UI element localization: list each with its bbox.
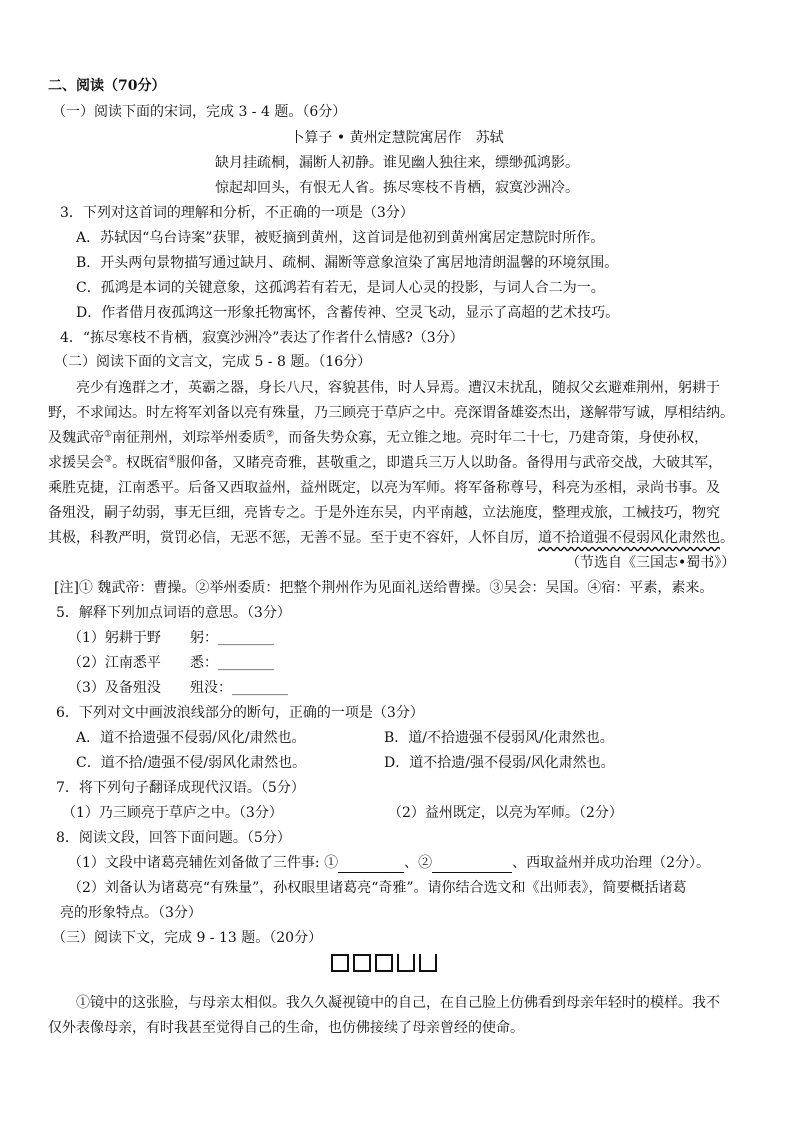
passage-line-7	[48, 528, 734, 548]
passage-line-3	[48, 428, 708, 448]
note-mark-2: ②	[266, 429, 275, 440]
essay-line-1: ①镜中的这张脸，与母亲太相似。我久久凝视镜中的自己，在自己脸上仿佛看到母亲年轻时的模样。我不	[76, 995, 720, 1011]
title-box-2	[353, 954, 371, 972]
essay-line-2: 仅外表像母亲，有时我甚至觉得自己的生命，也仿佛接续了母亲曾经的使命。	[48, 1020, 524, 1036]
passage-line-5: 乘胜克捷，江南悉平。后备又西取益州，益州既定，以亮为军师。将军备称尊号，科亮为丞相，录尚书事。及	[48, 480, 720, 496]
question-3: 3．下列对这首词的理解和分析，不正确的一项是（3分）	[60, 205, 414, 221]
part2-intro: （二）阅读下面的文言文，完成 5 - 8 题。（16分）	[54, 354, 372, 370]
wavy-underlined-sentence: 道不拾道强不侵弱风化肃然也	[538, 530, 720, 546]
question-6-option-d: D．道不拾遗/强不侵弱/风化肃然也。	[384, 755, 615, 771]
poem-line-1: 缺月挂疏桐，漏断人初静。谁见幽人独往来，缥缈孤鸿影。	[215, 155, 579, 171]
question-7-item-1: （1）乃三顾亮于草庐之中。（3分）	[62, 805, 283, 821]
title-box-4	[397, 954, 415, 972]
question-3-option-c: C．孤鸿是本词的关键意象，这孤鸿若有若无，是词人心灵的投影，与词人合二为一。	[76, 280, 605, 296]
question-8-item-1-b: 、②	[404, 855, 433, 871]
question-5-item-1: （1）躬耕于野	[68, 630, 161, 646]
question-8-item-2-line-2: 亮的形象特点。（3分）	[60, 905, 202, 921]
title-box-3	[375, 954, 393, 972]
passage-line-3-b: 南征荆州，刘琮举州委质	[112, 430, 267, 446]
note-mark-1: ①	[104, 429, 113, 440]
passage-line-4-b: 。权既宿	[112, 455, 169, 471]
question-5-item-1-answer: 躬：________	[190, 630, 274, 646]
passage-line-4	[48, 453, 722, 473]
question-6-option-b: B．道/不拾遗强不侵弱风/化肃然也。	[384, 730, 614, 746]
question-3-option-b: B．开头两句景物描写通过缺月、疏桐、漏断等意象渲染了寓居地清朗温馨的环境氛围。	[76, 255, 619, 271]
title-box-1	[331, 954, 349, 972]
note-mark-4: ④	[168, 454, 177, 465]
passage-line-4-a: 求援吴会	[48, 455, 104, 471]
passage-line-4-c: 服仰备，又睹亮奇雅，甚敬重之，即遣兵三万人以助备。备得用与武帝交战，大破其军，	[176, 455, 723, 471]
question-5-item-2: （2）江南悉平	[68, 655, 161, 671]
passage-line-1: 亮少有逸群之才，英霸之器，身长八尺，容貌甚伟，时人异焉。遭汉末扰乱，随叔父玄避难荆州，躬耕于	[76, 380, 720, 396]
answer-blank-2[interactable]	[432, 858, 512, 873]
question-8: 8．阅读文段，回答下面问题。（5分）	[56, 830, 291, 846]
note-mark-3: ③	[104, 454, 113, 465]
question-6-option-a: A．道不拾遗强不侵弱/风化/肃然也。	[76, 730, 306, 746]
question-7: 7．将下列句子翻译成现代汉语。（5分）	[56, 780, 305, 796]
passage-line-3-c: ，而备失势众寡，无立锥之地。亮时年二十七，乃建奇策，身使孙权，	[274, 430, 709, 446]
question-5: 5．解释下列加点词语的意思。（3分）	[56, 605, 291, 621]
question-7-item-2: （2）益州既定，以亮为军师。（2分）	[388, 805, 623, 821]
part3-intro: （三）阅读下文，完成 9 - 13 题。（20分）	[52, 930, 323, 946]
title-placeholder-boxes	[331, 954, 437, 978]
answer-blank-1[interactable]	[338, 858, 404, 873]
passage-line-6: 备殂没，嗣子幼弱，事无巨细，亮皆专之。于是外连东吴，内平南越，立法施度，整理戎旅，工械技巧，物究	[48, 505, 720, 521]
passage-line-7-a: 其极，科教严明，赏罚必信，无恶不惩，无善不显。至于吏不容奸，人怀自厉，	[48, 530, 538, 546]
question-5-item-3: （3）及备殂没	[68, 680, 161, 696]
poem-title: 卜算子 • 黄州定慧院寓居作 苏轼	[290, 130, 504, 146]
passage-source: （节选自《三国志•蜀书》）	[566, 555, 736, 571]
passage-notes: [注]① 魏武帝：曹操。②举州委质：把整个荆州作为见面礼送给曹操。③吴会：吴国。④宿：平素，素来。	[54, 580, 714, 596]
passage-line-7-c: 。	[720, 530, 734, 546]
passage-line-2: 野，不求闻达。时左将军刘备以亮有殊量，乃三顾亮于草庐之中。亮深谓备雄姿杰出，遂解带写诚，厚相结纳。	[48, 405, 734, 421]
section-title: 二、阅读（70分）	[48, 78, 166, 94]
question-8-item-1-a: （1）文段中诸葛亮辅佐刘备做了三件事: ①	[68, 855, 339, 871]
question-5-item-2-answer: 悉：________	[190, 655, 274, 671]
question-4: 4．“拣尽寒枝不肯栖，寂寞沙洲冷”表达了作者什么情感?（3分）	[60, 330, 464, 346]
question-6-option-c: C．道不拾/遗强不侵/弱风化肃然也。	[76, 755, 307, 771]
passage-line-3-a: 及魏武帝	[48, 430, 104, 446]
poem-line-2: 惊起却回头，有恨无人省。拣尽寒枝不肯栖，寂寞沙洲冷。	[215, 180, 579, 196]
question-5-item-3-answer: 殂没：________	[190, 680, 288, 696]
part1-intro: （一）阅读下面的宋词，完成 3 - 4 题。（6分）	[52, 104, 347, 120]
question-8-item-1	[68, 853, 710, 873]
question-6: 6．下列对文中画波浪线部分的断句，正确的一项是（3分）	[56, 705, 424, 721]
question-8-item-1-c: 、西取益州并成功治理（2分）。	[512, 855, 710, 871]
question-3-option-d: D．作者借月夜孤鸿这一形象托物寓怀，含蓄传神、空灵飞动，显示了高超的艺术技巧。	[76, 305, 620, 321]
question-3-option-a: A．苏轼因“乌台诗案”获罪，被贬摘到黄州，这首词是他初到黄州寓居定慧院时所作。	[76, 230, 605, 246]
question-8-item-2-line-1: （2）刘备认为诸葛亮“有殊量”，孙权眼里诸葛亮“奇雅”。请你结合选文和《出师表》，简要概括诸葛	[68, 880, 687, 896]
title-box-5	[419, 954, 437, 972]
